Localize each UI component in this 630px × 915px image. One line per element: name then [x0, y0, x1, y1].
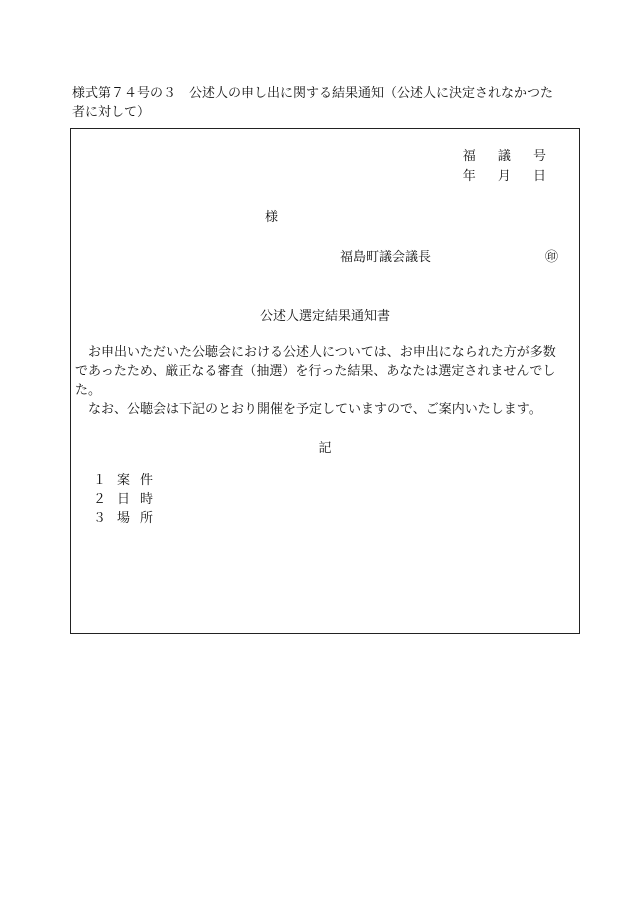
item-number: ２ [93, 492, 107, 507]
item-list [93, 471, 163, 528]
document-number: 福 議 号 [462, 149, 555, 164]
body-paragraph-2: なお、公聴会は下記のとおり開催を予定していますので、ご案内いたします。 [88, 402, 542, 417]
list-item [93, 509, 163, 528]
item-label: 日時 [117, 492, 164, 507]
document-title: 公述人選定結果通知書 [259, 309, 390, 324]
item-label: 場所 [117, 511, 164, 526]
item-label: 案件 [117, 473, 164, 488]
body-paragraph-1: お申出いただいた公聴会における公述人については、お申出になられた方が多数であったため、厳正なる審査（抽選）を行った結果、あなたは選定されませんでした。 [75, 345, 556, 398]
list-item [93, 490, 163, 509]
notice-frame [70, 128, 580, 634]
document-date: 年 月 日 [462, 169, 555, 184]
list-item [93, 471, 163, 490]
item-number: １ [93, 473, 107, 488]
body-text [75, 343, 557, 419]
seal-mark: ㊞ [545, 250, 559, 265]
addressee: 様 [265, 210, 279, 225]
form-heading: 様式第７４号の３ 公述人の申し出に関する結果通知（公述人に決定されなかつた者に対して） [72, 86, 554, 120]
ki-heading: 記 [318, 441, 332, 456]
item-number: ３ [93, 511, 107, 526]
sender-name: 福島町議会議長 [340, 250, 432, 265]
